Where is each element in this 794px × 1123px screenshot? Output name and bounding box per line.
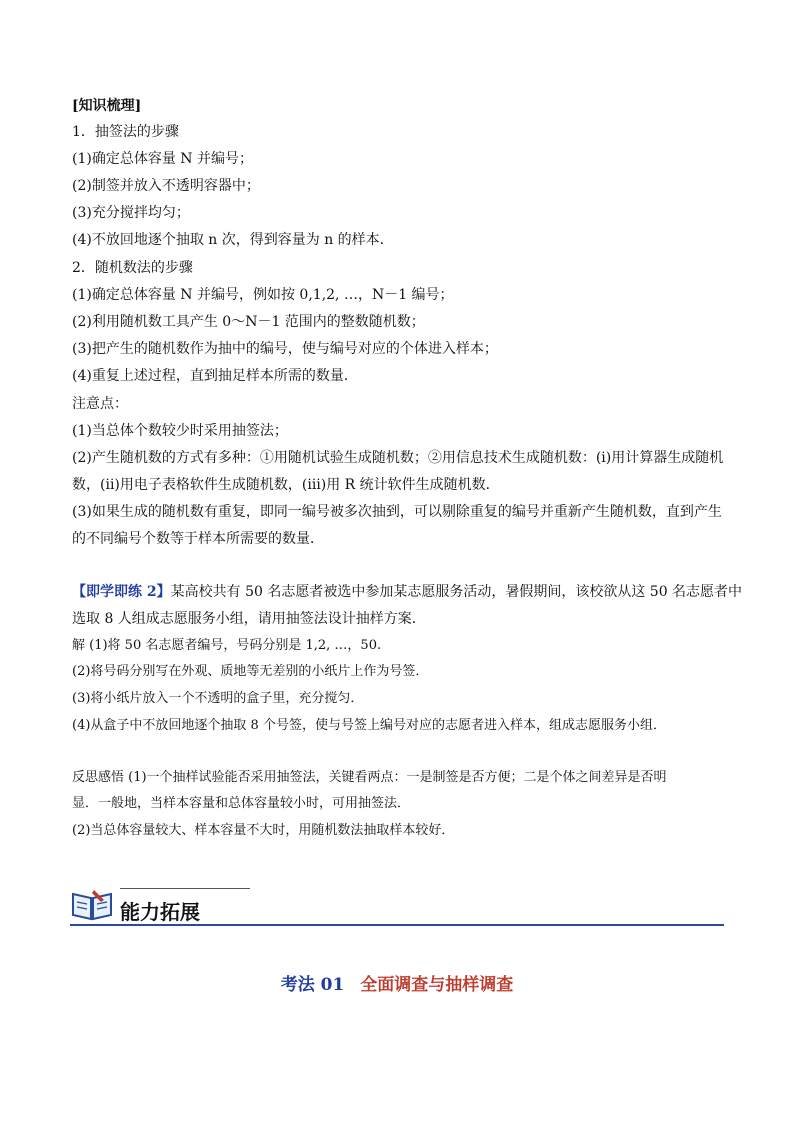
note-line: (2)产生随机数的方式有多种：①用随机试验生成随机数；②用信息技术生成随机数：(ⅰ)用计算器生成随机 [72, 450, 724, 466]
solution-line: (3)将小纸片放入一个不透明的盒子里，充分搅匀． [72, 691, 364, 706]
practice-tag: 【即学即练 2】 [72, 584, 171, 600]
reflection-line: 反思感悟 (1)一个抽样试验能否采用抽签法，关键看两点：一是制签是否方便；二是个体之间差异是否明 [72, 770, 667, 785]
random-step-4: (4)重复上述过程，直到抽足样本所需的数量． [72, 368, 358, 384]
random-method-title: 2．随机数法的步骤 [72, 260, 193, 276]
lottery-step-1: (1)确定总体容量 N 并编号； [72, 151, 253, 167]
note-line: (3)如果生成的随机数有重复，即同一编号被多次抽到，可以剔除重复的编号并重新产生随机数，直到产生 [72, 504, 722, 520]
open-book-icon [70, 886, 114, 922]
section-heading [70, 884, 724, 928]
section-title: 能力拓展 [120, 900, 200, 924]
note-line: 的不同编号个数等于样本所需要的数量． [72, 531, 324, 547]
heading-top-line [120, 888, 250, 889]
method-title: 全面调查与抽样调查 [360, 975, 514, 995]
practice-question-line-1 [72, 582, 743, 602]
solution-line: (2)将号码分别写在外观、质地等无差别的小纸片上作为号签． [72, 664, 429, 679]
lottery-method-title: 1．抽签法的步骤 [72, 124, 179, 140]
note-line: (1)当总体个数较少时采用抽签法； [72, 423, 288, 439]
section-rule [70, 924, 724, 926]
lottery-step-2: (2)制签并放入不透明容器中； [72, 178, 260, 194]
random-step-3: (3)把产生的随机数作为抽中的编号，使与编号对应的个体进入样本； [72, 341, 498, 357]
method-heading [0, 970, 794, 995]
notes-title: 注意点： [72, 396, 128, 412]
method-number: 考法 01 [280, 975, 345, 995]
practice-question-line-2: 选取 8 人组成志愿服务小组，请用抽签法设计抽样方案． [72, 611, 426, 627]
random-step-1: (1)确定总体容量 N 并编号，例如按 0,1,2, …，N－1 编号； [72, 287, 454, 303]
reflection-line: (2)当总体容量较大、样本容量不大时，用随机数法抽取样本较好． [72, 823, 455, 838]
practice-question-text: 某高校共有 50 名志愿者被选中参加某志愿服务活动，暑假期间，该校欲从这 50 名志愿者中 [170, 584, 743, 600]
solution-line: (4)从盒子中不放回地逐个抽取 8 个号签，使与号签上编号对应的志愿者进入样本，组成志愿服务小组． [72, 718, 666, 733]
random-step-2: (2)利用随机数工具产生 0～N－1 范围内的整数随机数； [72, 314, 425, 330]
solution-line: 解 (1)将 50 名志愿者编号，号码分别是 1,2, …，50. [72, 638, 382, 653]
note-line: 数，(ⅱ)用电子表格软件生成随机数，(ⅲ)用 R 统计软件生成随机数． [72, 477, 500, 493]
reflection-line: 显．一般地，当样本容量和总体容量较小时，可用抽签法． [72, 796, 411, 811]
knowledge-header: [知识梳理] [72, 98, 142, 114]
lottery-step-4: (4)不放回地逐个抽取 n 次，得到容量为 n 的样本． [72, 232, 394, 248]
lottery-step-3: (3)充分搅拌均匀； [72, 205, 190, 221]
